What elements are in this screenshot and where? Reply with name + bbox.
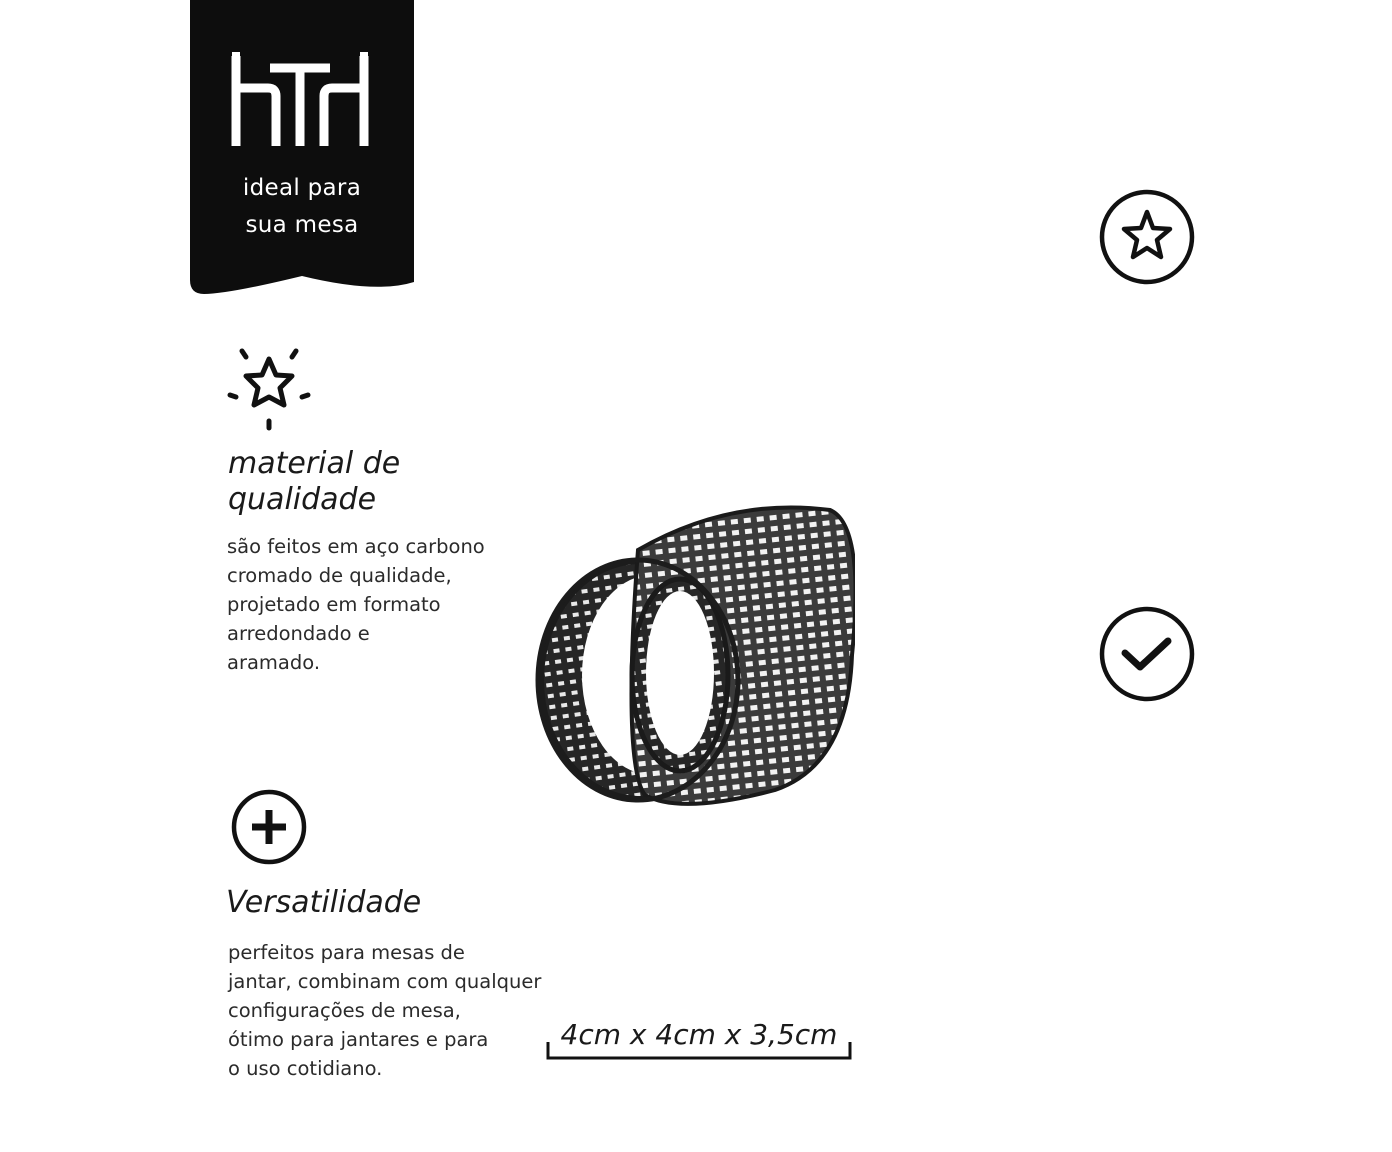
desc-line: projetado em formato (227, 593, 441, 616)
feature-material-title-line-2: qualidade (228, 482, 377, 517)
desc-line: configurações de mesa, (228, 999, 461, 1022)
napkin-ring-image (530, 505, 855, 810)
desc-line: arredondado e (227, 622, 370, 645)
sparkle-star-icon (226, 343, 316, 433)
plus-circle-icon (230, 788, 308, 866)
feature-versatilidade-title: Versatilidade (226, 885, 422, 920)
desc-line: aramado. (227, 651, 321, 674)
star-circle-icon (1098, 188, 1196, 286)
desc-line: são feitos em aço carbono (227, 535, 485, 558)
brand-banner (190, 0, 414, 296)
desc-line: jantar, combinam com qualquer (228, 970, 542, 993)
tagline-line-1: ideal para (242, 175, 362, 201)
desc-line: ótimo para jantares e para (228, 1028, 489, 1051)
feature-material-title-line-1: material de (228, 446, 401, 481)
check-circle-icon (1098, 605, 1196, 703)
desc-line: cromado de qualidade, (227, 564, 452, 587)
tagline-line-2: sua mesa (245, 212, 359, 238)
product-dimensions: 4cm x 4cm x 3,5cm (560, 1018, 838, 1051)
feature-material-title (228, 446, 400, 518)
desc-line: perfeitos para mesas de (228, 941, 465, 964)
tagline (190, 170, 414, 244)
desc-line: o uso cotidiano. (228, 1057, 383, 1080)
feature-versatilidade-description (228, 938, 541, 1083)
hth-logo (230, 52, 370, 150)
feature-material-description (227, 532, 485, 677)
dimension-bracket (546, 1040, 852, 1062)
